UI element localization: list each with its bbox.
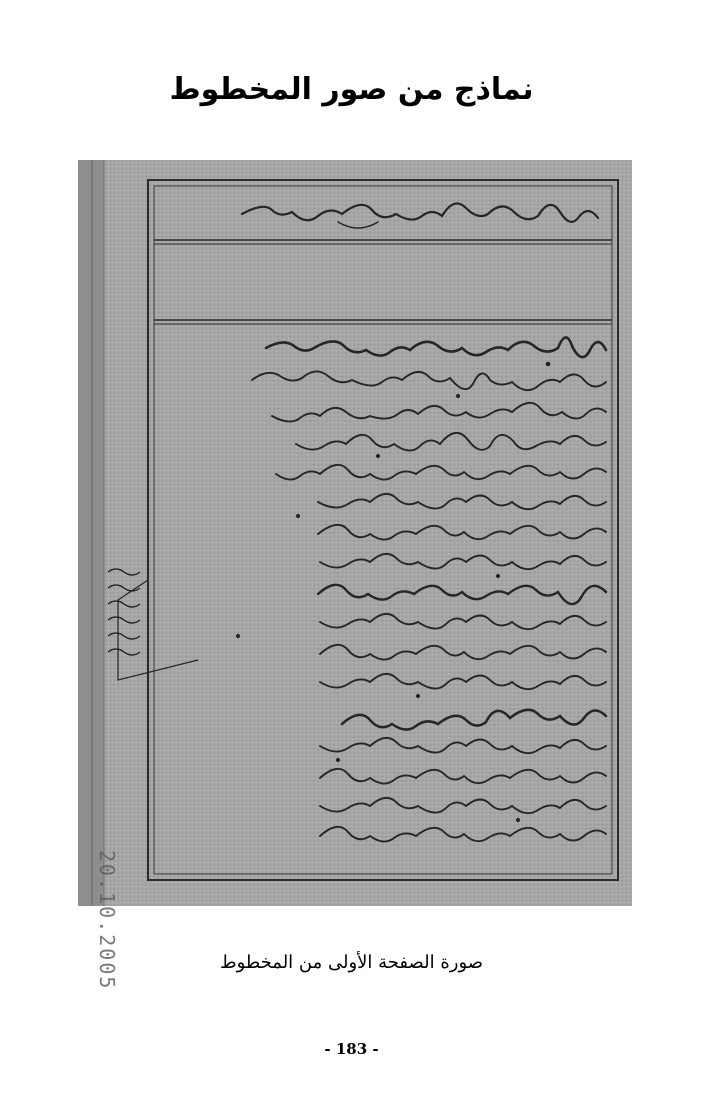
- date-stamp: 20.10.2005: [95, 850, 119, 991]
- page-number: - 183 -: [324, 1040, 379, 1058]
- figure-caption: صورة الصفحة الأولى من المخطوط: [219, 952, 484, 973]
- page-title: نماذج من صور المخطوط: [169, 72, 534, 107]
